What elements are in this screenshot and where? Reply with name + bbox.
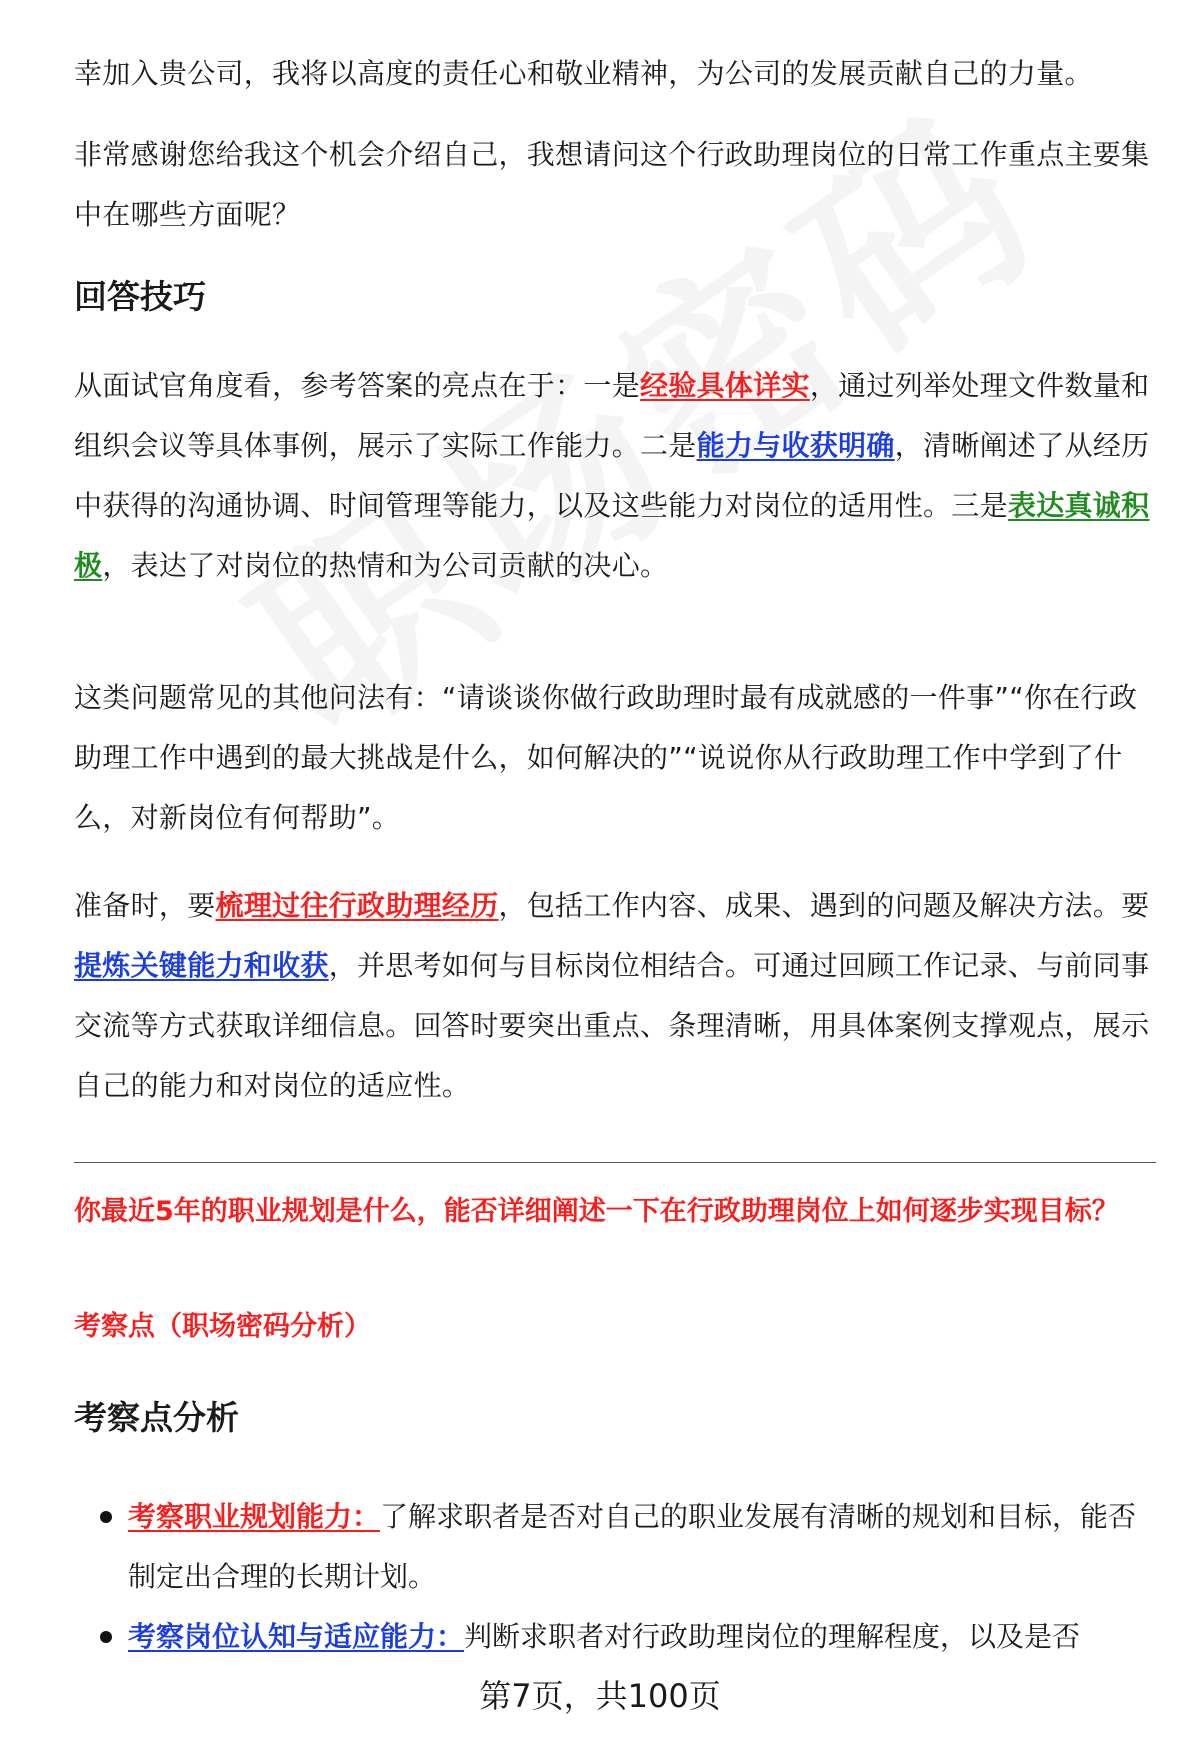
tips-paragraph-3 [74,876,1154,1116]
question-title: 你最近5年的职业规划是什么，能否详细阐述一下在行政助理岗位上如何逐步实现目标？ [74,1196,1119,1227]
text: ，并思考如何与目标岗位相结合。可通过回顾工作记录、与前同事交流等方式获取详细信息。回答时要突出重点、条理清晰，用具体案例支撑观点，展示自己的能力和对岗位的适应性。 [74,949,1150,1102]
bullet-dot-icon [100,1511,112,1523]
kaocha-label: 考察点（职场密码分析） [74,1311,371,1342]
text: ，表达了对岗位的热情和为公司贡献的决心。 [102,549,669,582]
analysis-item-text: 了解求职者是否对自己的职业发展有清晰的规划和目标，能否制定出合理的长期计划。 [128,1500,1137,1593]
text: ，通过列举处理文件数量和组织会议等具体事例，展示了实际工作能力。二是 [74,369,1150,462]
analysis-list [74,1487,1156,1667]
tips-paragraph-2: 这类问题常见的其他问法有：“请谈谈你做行政助理时最有成就感的一件事”“你在行政助理工作中遇到的最大挑战是什么，如何解决的”“说说你从行政助理工作中学到了什么，对新岗位有何帮助”。 [74,681,1138,834]
analysis-heading: 考察点分析 [74,1398,239,1437]
highlight-review-experience: 梳理过往行政助理经历 [215,889,499,922]
highlight-ability: 能力与收获明确 [696,429,895,462]
page-footer: 第7页，共100页 [479,1677,721,1715]
tips-paragraph-1 [74,356,1154,596]
bullet-dot-icon [100,1631,112,1643]
text: 准备时，要 [74,889,216,922]
analysis-item-label: 考察职业规划能力： [128,1500,381,1533]
list-item [74,1487,1156,1607]
text: 从面试官角度看，参考答案的亮点在于：一是 [74,369,641,402]
text: ，清晰阐述了从经历中获得的沟通协调、时间管理等能力，以及这些能力对岗位的适用性。三是 [74,429,1150,522]
text: ，包括工作内容、成果、遇到的问题及解决方法。要 [498,889,1150,922]
highlight-experience: 经验具体详实 [640,369,810,402]
tips-heading: 回答技巧 [74,277,206,316]
intro-question-paragraph: 非常感谢您给我这个机会介绍自己，我想请问这个行政助理岗位的日常工作重点主要集中在哪些方面呢？ [74,138,1150,231]
analysis-item-text: 判断求职者对行政助理岗位的理解程度，以及是否 [464,1620,1081,1653]
analysis-item-label: 考察岗位认知与适应能力： [128,1620,465,1653]
highlight-refine-ability: 提炼关键能力和收获 [74,949,329,982]
section-divider [74,1162,1156,1163]
list-item [74,1607,1156,1667]
intro-tail-paragraph: 幸加入贵公司，我将以高度的责任心和敬业精神，为公司的发展贡献自己的力量。 [74,57,1093,90]
highlight-sincere: 表达真诚积极 [74,489,1150,582]
